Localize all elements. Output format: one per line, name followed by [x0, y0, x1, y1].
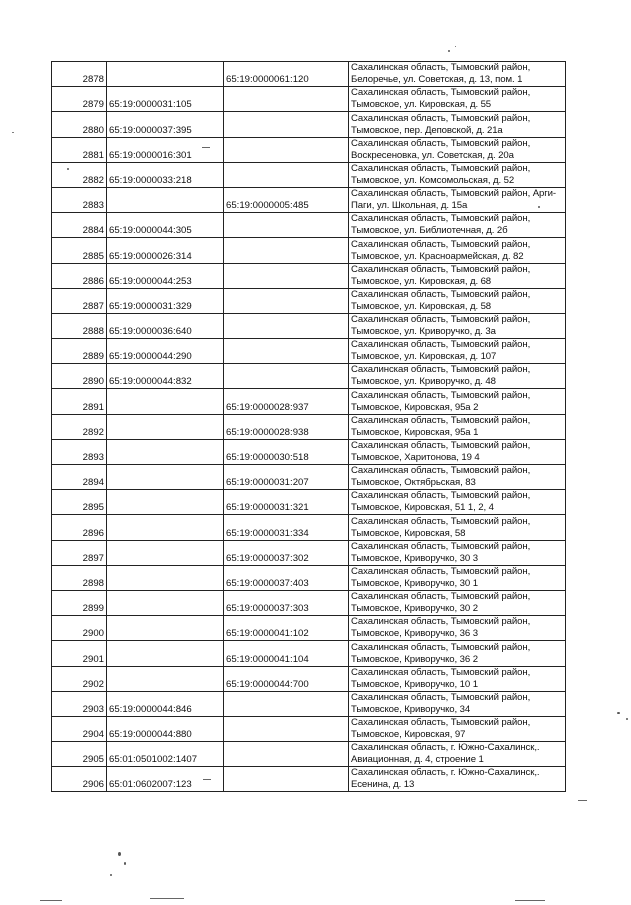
cadastral-number-b — [224, 691, 349, 716]
scan-speck — [12, 132, 14, 133]
address-line-1: Сахалинская область, Тымовский район, — [351, 87, 531, 99]
table-row — [52, 112, 566, 137]
cadastral-number-b — [224, 112, 349, 137]
scan-mark — [515, 900, 545, 901]
address-line-2: Тымовское, Кировская, 51 1, 2, 4 — [351, 502, 494, 514]
row-number: 2901 — [52, 641, 107, 666]
table-row — [52, 87, 566, 112]
table-row — [52, 62, 566, 87]
cadastral-number-b — [224, 238, 349, 263]
address-cell — [349, 364, 566, 389]
row-number: 2895 — [52, 490, 107, 515]
cadastral-number-b: 65:19:0000044:700 — [224, 666, 349, 691]
address-line-2: Есенина, д. 13 — [351, 779, 415, 791]
scan-speck — [617, 712, 620, 714]
cadastral-number-a — [107, 666, 224, 691]
cadastral-number-a: 65:19:0000031:329 — [107, 288, 224, 313]
cadastral-number-a: 65:19:0000044:880 — [107, 716, 224, 741]
table-row — [52, 162, 566, 187]
address-line-1: Сахалинская область, г. Южно-Сахалинск,. — [351, 742, 540, 754]
cadastral-number-a — [107, 465, 224, 490]
address-cell — [349, 716, 566, 741]
address-cell — [349, 540, 566, 565]
scan-speck — [67, 168, 69, 170]
address-cell — [349, 616, 566, 641]
address-line-2: Тымовское, Кировская, 58 — [351, 527, 466, 539]
cadastral-number-a — [107, 565, 224, 590]
address-line-2: Тымовское, ул. Красноармейская, д. 82 — [351, 250, 524, 262]
cadastral-number-b: 65:19:0000031:321 — [224, 490, 349, 515]
row-number: 2888 — [52, 313, 107, 338]
address-line-2: Тымовское, ул. Кировская, д. 58 — [351, 300, 492, 312]
cadastral-number-a: 65:19:0000033:218 — [107, 162, 224, 187]
cadastral-number-b — [224, 288, 349, 313]
table-row — [52, 389, 566, 414]
address-line-2: Тымовское, Кировская, 97 — [351, 729, 466, 741]
cadastral-number-a: 65:19:0000026:314 — [107, 238, 224, 263]
scan-speck — [124, 862, 126, 865]
cadastral-number-b: 65:19:0000005:485 — [224, 187, 349, 212]
table-row — [52, 515, 566, 540]
address-line-2: Воскресеновка, ул. Советская, д. 20а — [351, 149, 514, 161]
address-line-1: Сахалинская область, Тымовский район, — [351, 364, 531, 376]
table-row — [52, 716, 566, 741]
scan-mark — [578, 800, 587, 801]
cadastral-number-a: 65:19:0000044:305 — [107, 213, 224, 238]
address-cell — [349, 162, 566, 187]
address-line-1: Сахалинская область, Тымовский район, — [351, 717, 531, 729]
address-line-2: Авиационная, д. 4, строение 1 — [351, 754, 484, 766]
cadastral-number-b — [224, 213, 349, 238]
row-number: 2894 — [52, 465, 107, 490]
address-line-2: Тымовское, Криворучко, 30 2 — [351, 603, 478, 615]
cadastral-number-a: 65:19:0000016:301 — [107, 137, 224, 162]
cadastral-number-a — [107, 540, 224, 565]
cadastral-number-a — [107, 590, 224, 615]
address-line-1: Сахалинская область, Тымовский район, — [351, 213, 531, 225]
address-cell — [349, 87, 566, 112]
row-number: 2891 — [52, 389, 107, 414]
cadastral-number-a — [107, 616, 224, 641]
address-line-2: Тымовское, ул. Комсомольская, д. 52 — [351, 174, 515, 186]
address-cell — [349, 742, 566, 767]
cadastral-number-b — [224, 716, 349, 741]
row-number: 2889 — [52, 339, 107, 364]
table-row — [52, 465, 566, 490]
cadastral-number-a: 65:19:0000044:290 — [107, 339, 224, 364]
address-cell — [349, 439, 566, 464]
row-number: 2885 — [52, 238, 107, 263]
row-number: 2878 — [52, 62, 107, 87]
scan-speck — [626, 718, 628, 720]
row-number: 2903 — [52, 691, 107, 716]
row-number: 2898 — [52, 565, 107, 590]
cadastral-number-b: 65:19:0000037:303 — [224, 590, 349, 615]
cadastral-number-b — [224, 263, 349, 288]
row-number: 2906 — [52, 767, 107, 792]
address-line-2: Тымовское, Кировская, 95а 2 — [351, 401, 479, 413]
row-number: 2881 — [52, 137, 107, 162]
cadastral-number-a: 65:19:0000036:640 — [107, 313, 224, 338]
address-line-1: Сахалинская область, Тымовский район, — [351, 414, 531, 426]
address-cell — [349, 767, 566, 792]
address-cell — [349, 565, 566, 590]
row-number: 2883 — [52, 187, 107, 212]
address-line-1: Сахалинская область, Тымовский район, — [351, 440, 531, 451]
address-cell — [349, 691, 566, 716]
cadastral-number-b: 65:19:0000031:334 — [224, 515, 349, 540]
table-row — [52, 364, 566, 389]
scan-speck — [118, 852, 121, 856]
row-number: 2896 — [52, 515, 107, 540]
address-line-2: Тымовское, ул. Кировская, д. 107 — [351, 351, 497, 363]
address-cell — [349, 515, 566, 540]
cadastral-number-a — [107, 62, 224, 87]
address-line-2: Тымовское, ул. Кировская, д. 68 — [351, 275, 492, 287]
row-number: 2880 — [52, 112, 107, 137]
row-number: 2900 — [52, 616, 107, 641]
row-number: 2884 — [52, 213, 107, 238]
address-line-2: Тымовское, Криворучко, 10 1 — [351, 678, 478, 690]
address-line-1: Сахалинская область, Тымовский район, — [351, 238, 531, 250]
cadastral-number-b: 65:19:0000037:302 — [224, 540, 349, 565]
cadastral-number-a — [107, 515, 224, 540]
row-number: 2905 — [52, 742, 107, 767]
table-row — [52, 641, 566, 666]
table-row — [52, 590, 566, 615]
registry-table-body — [52, 62, 566, 792]
row-number: 2882 — [52, 162, 107, 187]
address-line-1: Сахалинская область, Тымовский район, — [351, 691, 531, 703]
address-cell — [349, 213, 566, 238]
address-line-2: Белоречье, ул. Советская, д. 13, пом. 1 — [351, 74, 523, 86]
row-number: 2893 — [52, 439, 107, 464]
cadastral-number-b: 65:19:0000028:937 — [224, 389, 349, 414]
address-line-1: Сахалинская область, Тымовский район, — [351, 62, 531, 74]
address-line-2: Тымовское, Криворучко, 30 3 — [351, 552, 478, 564]
cadastral-number-a — [107, 389, 224, 414]
address-line-1: Сахалинская область, г. Южно-Сахалинск,. — [351, 767, 540, 779]
cadastral-number-b — [224, 742, 349, 767]
address-line-2: Тымовское, ул. Криворучко, д. 3а — [351, 326, 496, 338]
scan-speck — [448, 50, 450, 52]
cadastral-number-a: 65:19:0000044:832 — [107, 364, 224, 389]
cadastral-number-a: 65:19:0000031:105 — [107, 87, 224, 112]
table-row — [52, 616, 566, 641]
address-line-2: Тымовское, Криворучко, 36 3 — [351, 628, 478, 640]
address-cell — [349, 641, 566, 666]
table-row — [52, 137, 566, 162]
cadastral-number-a — [107, 490, 224, 515]
cadastral-number-b — [224, 162, 349, 187]
cadastral-number-a — [107, 187, 224, 212]
cadastral-number-b — [224, 339, 349, 364]
address-line-1: Сахалинская область, Тымовский район, — [351, 389, 531, 401]
cadastral-number-a — [107, 439, 224, 464]
table-row — [52, 339, 566, 364]
address-cell — [349, 187, 566, 212]
table-row — [52, 288, 566, 313]
table-row — [52, 565, 566, 590]
address-line-1: Сахалинская область, Тымовский район, — [351, 591, 531, 603]
address-cell — [349, 465, 566, 490]
address-cell — [349, 137, 566, 162]
address-line-1: Сахалинская область, Тымовский район, — [351, 162, 531, 174]
address-cell — [349, 288, 566, 313]
address-line-1: Сахалинская область, Тымовский район, — [351, 515, 531, 527]
table-row — [52, 490, 566, 515]
address-cell — [349, 238, 566, 263]
address-cell — [349, 62, 566, 87]
address-line-2: Тымовское, Криворучко, 36 2 — [351, 653, 478, 665]
cadastral-number-a — [107, 414, 224, 439]
address-cell — [349, 313, 566, 338]
address-line-1: Сахалинская область, Тымовский район, — [351, 666, 531, 678]
address-line-2: Паги, ул. Школьная, д. 15а — [351, 200, 468, 212]
address-line-2: Тымовское, Кировская, 95а 1 — [351, 426, 479, 438]
scan-mark — [202, 147, 210, 148]
address-line-2: Тымовское, пер. Деповской, д. 21а — [351, 124, 503, 136]
table-row — [52, 540, 566, 565]
address-line-1: Сахалинская область, Тымовский район, — [351, 314, 531, 326]
scan-mark — [203, 779, 211, 780]
address-cell — [349, 389, 566, 414]
cadastral-number-a: 65:19:0000044:253 — [107, 263, 224, 288]
scan-speck — [455, 46, 456, 47]
address-line-1: Сахалинская область, Тымовский район, — [351, 540, 531, 552]
address-line-2: Тымовское, ул. Библиотечная, д. 2б — [351, 225, 508, 237]
cadastral-number-b — [224, 137, 349, 162]
address-cell — [349, 666, 566, 691]
row-number: 2904 — [52, 716, 107, 741]
cadastral-number-a: 65:19:0000037:395 — [107, 112, 224, 137]
address-line-1: Сахалинская область, Тымовский район, — [351, 616, 531, 628]
table-row — [52, 263, 566, 288]
address-line-1: Сахалинская область, Тымовский район, — [351, 263, 531, 275]
cadastral-number-b: 65:19:0000030:518 — [224, 439, 349, 464]
table-row — [52, 187, 566, 212]
scan-speck — [538, 206, 540, 208]
row-number: 2890 — [52, 364, 107, 389]
row-number: 2887 — [52, 288, 107, 313]
table-row — [52, 691, 566, 716]
row-number: 2899 — [52, 590, 107, 615]
cadastral-number-a — [107, 641, 224, 666]
address-cell — [349, 112, 566, 137]
address-line-1: Сахалинская область, Тымовский район, — [351, 112, 531, 124]
cadastral-number-a: 65:01:0501002:1407 — [107, 742, 224, 767]
address-cell — [349, 590, 566, 615]
address-line-1: Сахалинская область, Тымовский район, — [351, 641, 531, 653]
address-line-1: Сахалинская область, Тымовский район, — [351, 339, 531, 351]
table-row — [52, 742, 566, 767]
table-row — [52, 767, 566, 792]
row-number: 2886 — [52, 263, 107, 288]
row-number: 2902 — [52, 666, 107, 691]
cadastral-number-a: 65:19:0000044:846 — [107, 691, 224, 716]
address-cell — [349, 414, 566, 439]
cadastral-number-a: 65:01:0602007:123 — [107, 767, 224, 792]
address-line-2: Тымовское, Криворучко, 34 — [351, 703, 471, 715]
scan-mark — [150, 898, 184, 899]
address-line-2: Тымовское, Криворучко, 30 1 — [351, 577, 478, 589]
cadastral-number-b: 65:19:0000028:938 — [224, 414, 349, 439]
address-cell — [349, 490, 566, 515]
cadastral-number-b: 65:19:0000031:207 — [224, 465, 349, 490]
cadastral-number-b — [224, 313, 349, 338]
cadastral-number-b: 65:19:0000041:102 — [224, 616, 349, 641]
cadastral-number-b — [224, 364, 349, 389]
scan-speck — [110, 874, 112, 876]
address-line-1: Сахалинская область, Тымовский район, — [351, 490, 531, 502]
address-line-2: Тымовское, ул. Кировская, д. 55 — [351, 99, 492, 111]
address-cell — [349, 339, 566, 364]
cadastral-number-b — [224, 767, 349, 792]
table-row — [52, 666, 566, 691]
address-line-2: Тымовское, Октябрьская, 83 — [351, 477, 476, 489]
table-row — [52, 238, 566, 263]
scan-mark — [40, 900, 62, 901]
property-registry-table — [51, 61, 566, 792]
row-number: 2879 — [52, 87, 107, 112]
address-line-1: Сахалинская область, Тымовский район, — [351, 465, 531, 477]
address-cell — [349, 263, 566, 288]
cadastral-number-b — [224, 87, 349, 112]
address-line-1: Сахалинская область, Тымовский район, — [351, 288, 531, 300]
table-row — [52, 213, 566, 238]
table-row — [52, 414, 566, 439]
table-row — [52, 439, 566, 464]
row-number: 2897 — [52, 540, 107, 565]
address-line-1: Сахалинская область, Тымовский район, — [351, 137, 531, 149]
cadastral-number-b: 65:19:0000061:120 — [224, 62, 349, 87]
cadastral-number-b: 65:19:0000041:104 — [224, 641, 349, 666]
cadastral-number-b: 65:19:0000037:403 — [224, 565, 349, 590]
address-line-2: Тымовское, ул. Криворучко, д. 48 — [351, 376, 496, 388]
address-line-1: Сахалинская область, Тымовский район, — [351, 565, 531, 577]
row-number: 2892 — [52, 414, 107, 439]
address-line-2: Тымовское, Харитонова, 19 4 — [351, 452, 480, 463]
address-line-1: Сахалинская область, Тымовский район, Арги- — [351, 188, 557, 200]
table-row — [52, 313, 566, 338]
